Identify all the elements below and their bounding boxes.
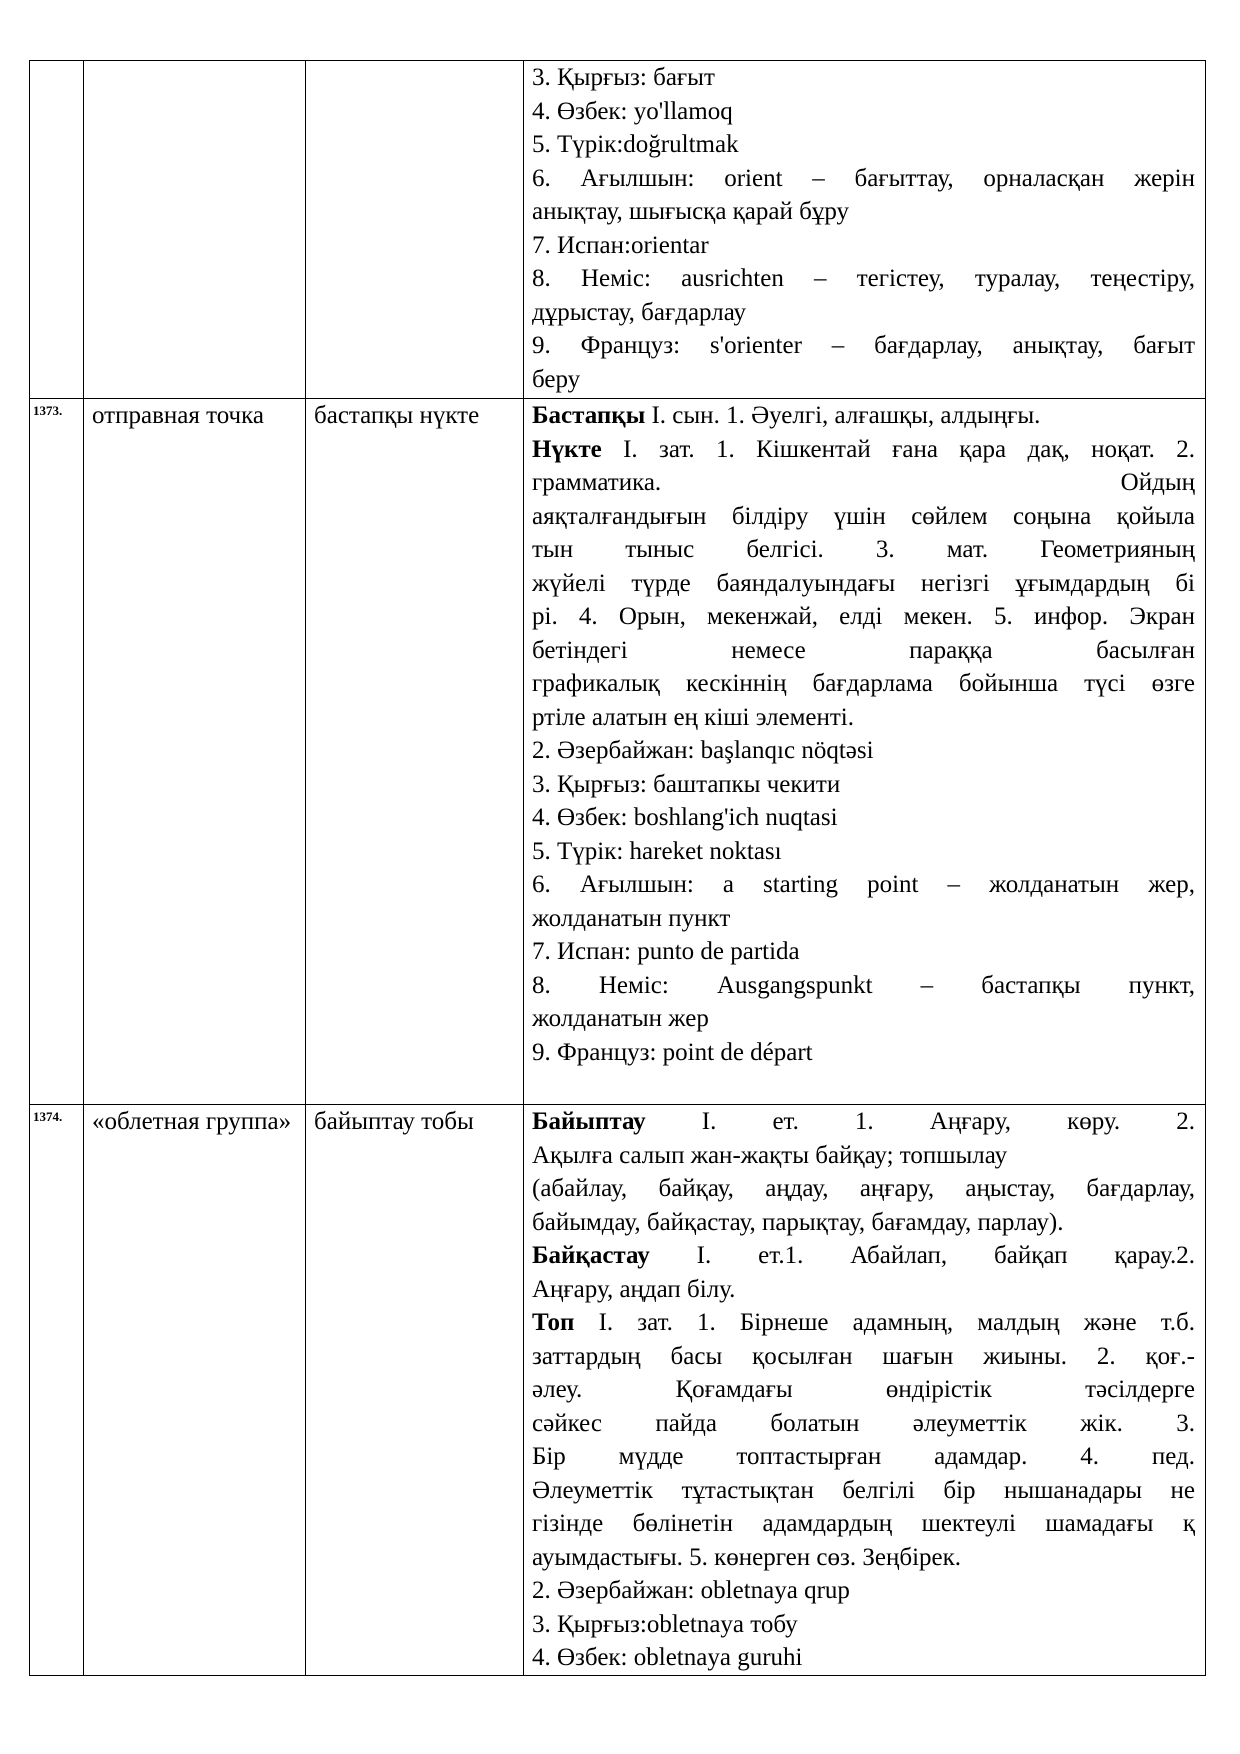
headword: Бастапқы bbox=[532, 402, 646, 429]
definition-line bbox=[532, 1507, 1195, 1541]
russian-term: отправная точка bbox=[84, 399, 306, 1105]
entry-number bbox=[30, 61, 84, 399]
line-text: жүйелі түрде баяндалуындағы негізгі ұғымдардың бі bbox=[532, 569, 1195, 597]
line-text: заттардың басы қосылған шағын жиыны. 2. қоғ.- bbox=[532, 1342, 1195, 1370]
definition-line bbox=[532, 229, 1195, 263]
line-text: 9. Француз: point de départ bbox=[532, 1038, 813, 1066]
definition-cell bbox=[524, 61, 1206, 399]
headword: Байқастау bbox=[532, 1242, 650, 1269]
definition-line bbox=[532, 567, 1195, 601]
definition-cell bbox=[524, 399, 1206, 1105]
definition-line bbox=[532, 363, 1195, 397]
definition-line bbox=[532, 1105, 1195, 1139]
definition-line bbox=[532, 1608, 1195, 1642]
definition-line bbox=[532, 1002, 1195, 1036]
definition-line bbox=[532, 969, 1195, 1003]
definition-line bbox=[532, 262, 1195, 296]
line-text: тын тыныс белгісі. 3. мат. Геометрияның bbox=[532, 536, 1195, 563]
table-body bbox=[30, 61, 1206, 1676]
definition-line bbox=[532, 835, 1195, 869]
entry-number: 1374. bbox=[30, 1105, 84, 1676]
definition-line bbox=[532, 1373, 1195, 1407]
line-text: рі. 4. Орын, мекенжай, елді мекен. 5. инфор. Экран bbox=[532, 603, 1195, 630]
line-text: байымдау, байқастау, парықтау, бағамдау, парлау). bbox=[532, 1208, 1064, 1236]
definition-line bbox=[532, 868, 1195, 902]
line-text: 9. Француз: s'orienter – бағдарлау, анықтау, бағыт bbox=[532, 332, 1195, 359]
headword: Нүкте bbox=[532, 435, 602, 463]
line-text: 3. Қырғыз: бағыт bbox=[532, 64, 715, 91]
kazakh-term: байыптау тобы bbox=[306, 1105, 524, 1676]
definition-line bbox=[532, 768, 1195, 802]
definition-line bbox=[532, 701, 1195, 735]
table-row bbox=[30, 1105, 1206, 1676]
line-text: ауымдастығы. 5. көнерген сөз. Зеңбірек. bbox=[532, 1543, 962, 1571]
line-text: әлеу. Қоғамдағы өндірістік тәсілдерге bbox=[532, 1376, 1195, 1403]
kazakh-term bbox=[306, 61, 524, 399]
definition-line bbox=[532, 1306, 1195, 1340]
definition-line bbox=[532, 500, 1195, 534]
line-text: 4. Өзбек: obletnaya guruhi bbox=[532, 1644, 803, 1671]
definition-line bbox=[532, 1574, 1195, 1608]
definition-line bbox=[532, 1474, 1195, 1508]
definition-line bbox=[532, 1407, 1195, 1441]
definition-line bbox=[532, 162, 1195, 196]
definition-line bbox=[532, 329, 1195, 363]
line-text: грамматика. Ойдың bbox=[532, 469, 1195, 496]
russian-term: «облетная группа» bbox=[84, 1105, 306, 1676]
definition-line bbox=[532, 128, 1195, 162]
line-text: ртіле алатын ең кіші элементі. bbox=[532, 703, 854, 731]
definition-line bbox=[532, 466, 1195, 500]
line-text: жолданатын жер bbox=[532, 1005, 709, 1032]
definition-line bbox=[532, 634, 1195, 668]
definition-line bbox=[532, 95, 1195, 129]
definition-line bbox=[532, 399, 1195, 433]
table-row bbox=[30, 399, 1206, 1105]
line-text: I. зат. 1. Кішкентай ғана қара дақ, ноқат. 2. bbox=[601, 435, 1195, 463]
line-text: аяқталғандығын білдіру үшін сөйлем соңына қойыла bbox=[532, 502, 1195, 530]
line-text: графикалық кескіннің бағдарлама бойынша түсі өзге bbox=[532, 670, 1195, 697]
line-text: Әлеуметтік тұтастықтан белгілі бір нышанадары не bbox=[532, 1476, 1195, 1504]
line-text: I. сын. 1. Әуелгі, алғашқы, алдыңғы. bbox=[645, 402, 1041, 429]
line-text: 4. Өзбек: boshlang'ich nuqtasi bbox=[532, 804, 838, 831]
definition-line bbox=[532, 1172, 1195, 1206]
definition-line bbox=[532, 801, 1195, 835]
entry-number: 1373. bbox=[30, 399, 84, 1105]
line-text: 4. Өзбек: yo'llamoq bbox=[532, 97, 733, 125]
definition-line bbox=[532, 195, 1195, 229]
line-text: Ақылға салып жан-жақты байқау; топшылау bbox=[532, 1141, 1008, 1169]
dictionary-table bbox=[29, 60, 1206, 1676]
definition-line bbox=[532, 667, 1195, 701]
line-text: 7. Испан:orientar bbox=[532, 231, 709, 259]
line-text: 3. Қырғыз: баштапкы чекити bbox=[532, 770, 841, 798]
line-text: (абайлау, байқау, аңдау, аңғару, аңыстау, бағдарлау, bbox=[532, 1175, 1195, 1202]
line-text: беру bbox=[532, 365, 581, 393]
line-text: Бір мүдде топтастырған адамдар. 4. пед. bbox=[532, 1443, 1195, 1470]
line-text: 2. Әзербайжан: başlanqıc nöqtəsi bbox=[532, 737, 874, 764]
line-text: I. зат. 1. Бірнеше адамның, малдың және т.б. bbox=[574, 1309, 1195, 1336]
headword: Байыптау bbox=[532, 1108, 646, 1135]
definition-line bbox=[532, 1139, 1195, 1173]
definition-line bbox=[532, 61, 1195, 95]
definition-line bbox=[532, 734, 1195, 768]
kazakh-term: бастапқы нүкте bbox=[306, 399, 524, 1105]
line-text: 3. Қырғыз:obletnaya тобу bbox=[532, 1610, 798, 1638]
definition-line bbox=[532, 296, 1195, 330]
definition-line bbox=[532, 902, 1195, 936]
headword: Топ bbox=[532, 1309, 575, 1336]
line-text: бетіндегі немесе параққа басылған bbox=[532, 636, 1195, 664]
russian-term bbox=[84, 61, 306, 399]
definition-line bbox=[532, 1340, 1195, 1374]
definition-line bbox=[532, 533, 1195, 567]
line-text: I. ет. 1. Аңғару, көру. 2. bbox=[645, 1108, 1195, 1135]
definition-line bbox=[532, 1641, 1195, 1675]
definition-line bbox=[532, 600, 1195, 634]
line-text: 2. Әзербайжан: obletnaya qrup bbox=[532, 1577, 850, 1604]
line-text: I. ет.1. Абайлап, байқап қарау.2. bbox=[649, 1242, 1195, 1269]
definition-line bbox=[532, 1440, 1195, 1474]
definition-line bbox=[532, 1541, 1195, 1575]
definition-line bbox=[532, 935, 1195, 969]
line-text: 8. Неміс: ausrichten – тегістеу, туралау, теңестіру, bbox=[532, 265, 1195, 292]
line-text: 7. Испан: punto de partida bbox=[532, 938, 800, 965]
definition-line bbox=[532, 1273, 1195, 1307]
definition-cell bbox=[524, 1105, 1206, 1676]
line-text: 6. Ағылшын: orient – бағыттау, орналасқан жерін bbox=[532, 164, 1195, 192]
line-text: жолданатын пункт bbox=[532, 904, 731, 932]
line-text: 6. Ағылшын: a starting point – жолданатын жер, bbox=[532, 871, 1195, 898]
definition-line bbox=[532, 433, 1195, 467]
line-text: гізінде бөлінетін адамдардың шектеулі шамадағы қ bbox=[532, 1510, 1195, 1537]
line-text: анықтау, шығысқа қарай бұру bbox=[532, 198, 850, 225]
definition-line bbox=[532, 1206, 1195, 1240]
document-page bbox=[29, 60, 1205, 1676]
line-text: дұрыстау, бағдарлау bbox=[532, 298, 747, 326]
definition-line bbox=[532, 1036, 1195, 1070]
definition-line bbox=[532, 1239, 1195, 1273]
line-text: 5. Түрік: hareket noktası bbox=[532, 837, 782, 865]
table-row bbox=[30, 61, 1206, 399]
line-text: 8. Неміс: Ausgangspunkt – бастапқы пункт, bbox=[532, 971, 1195, 999]
line-text: Аңғару, аңдап білу. bbox=[532, 1275, 736, 1303]
line-text: 5. Түрік:doğrultmak bbox=[532, 131, 739, 158]
line-text: сәйкес пайда болатын әлеуметтік жік. 3. bbox=[532, 1409, 1195, 1437]
